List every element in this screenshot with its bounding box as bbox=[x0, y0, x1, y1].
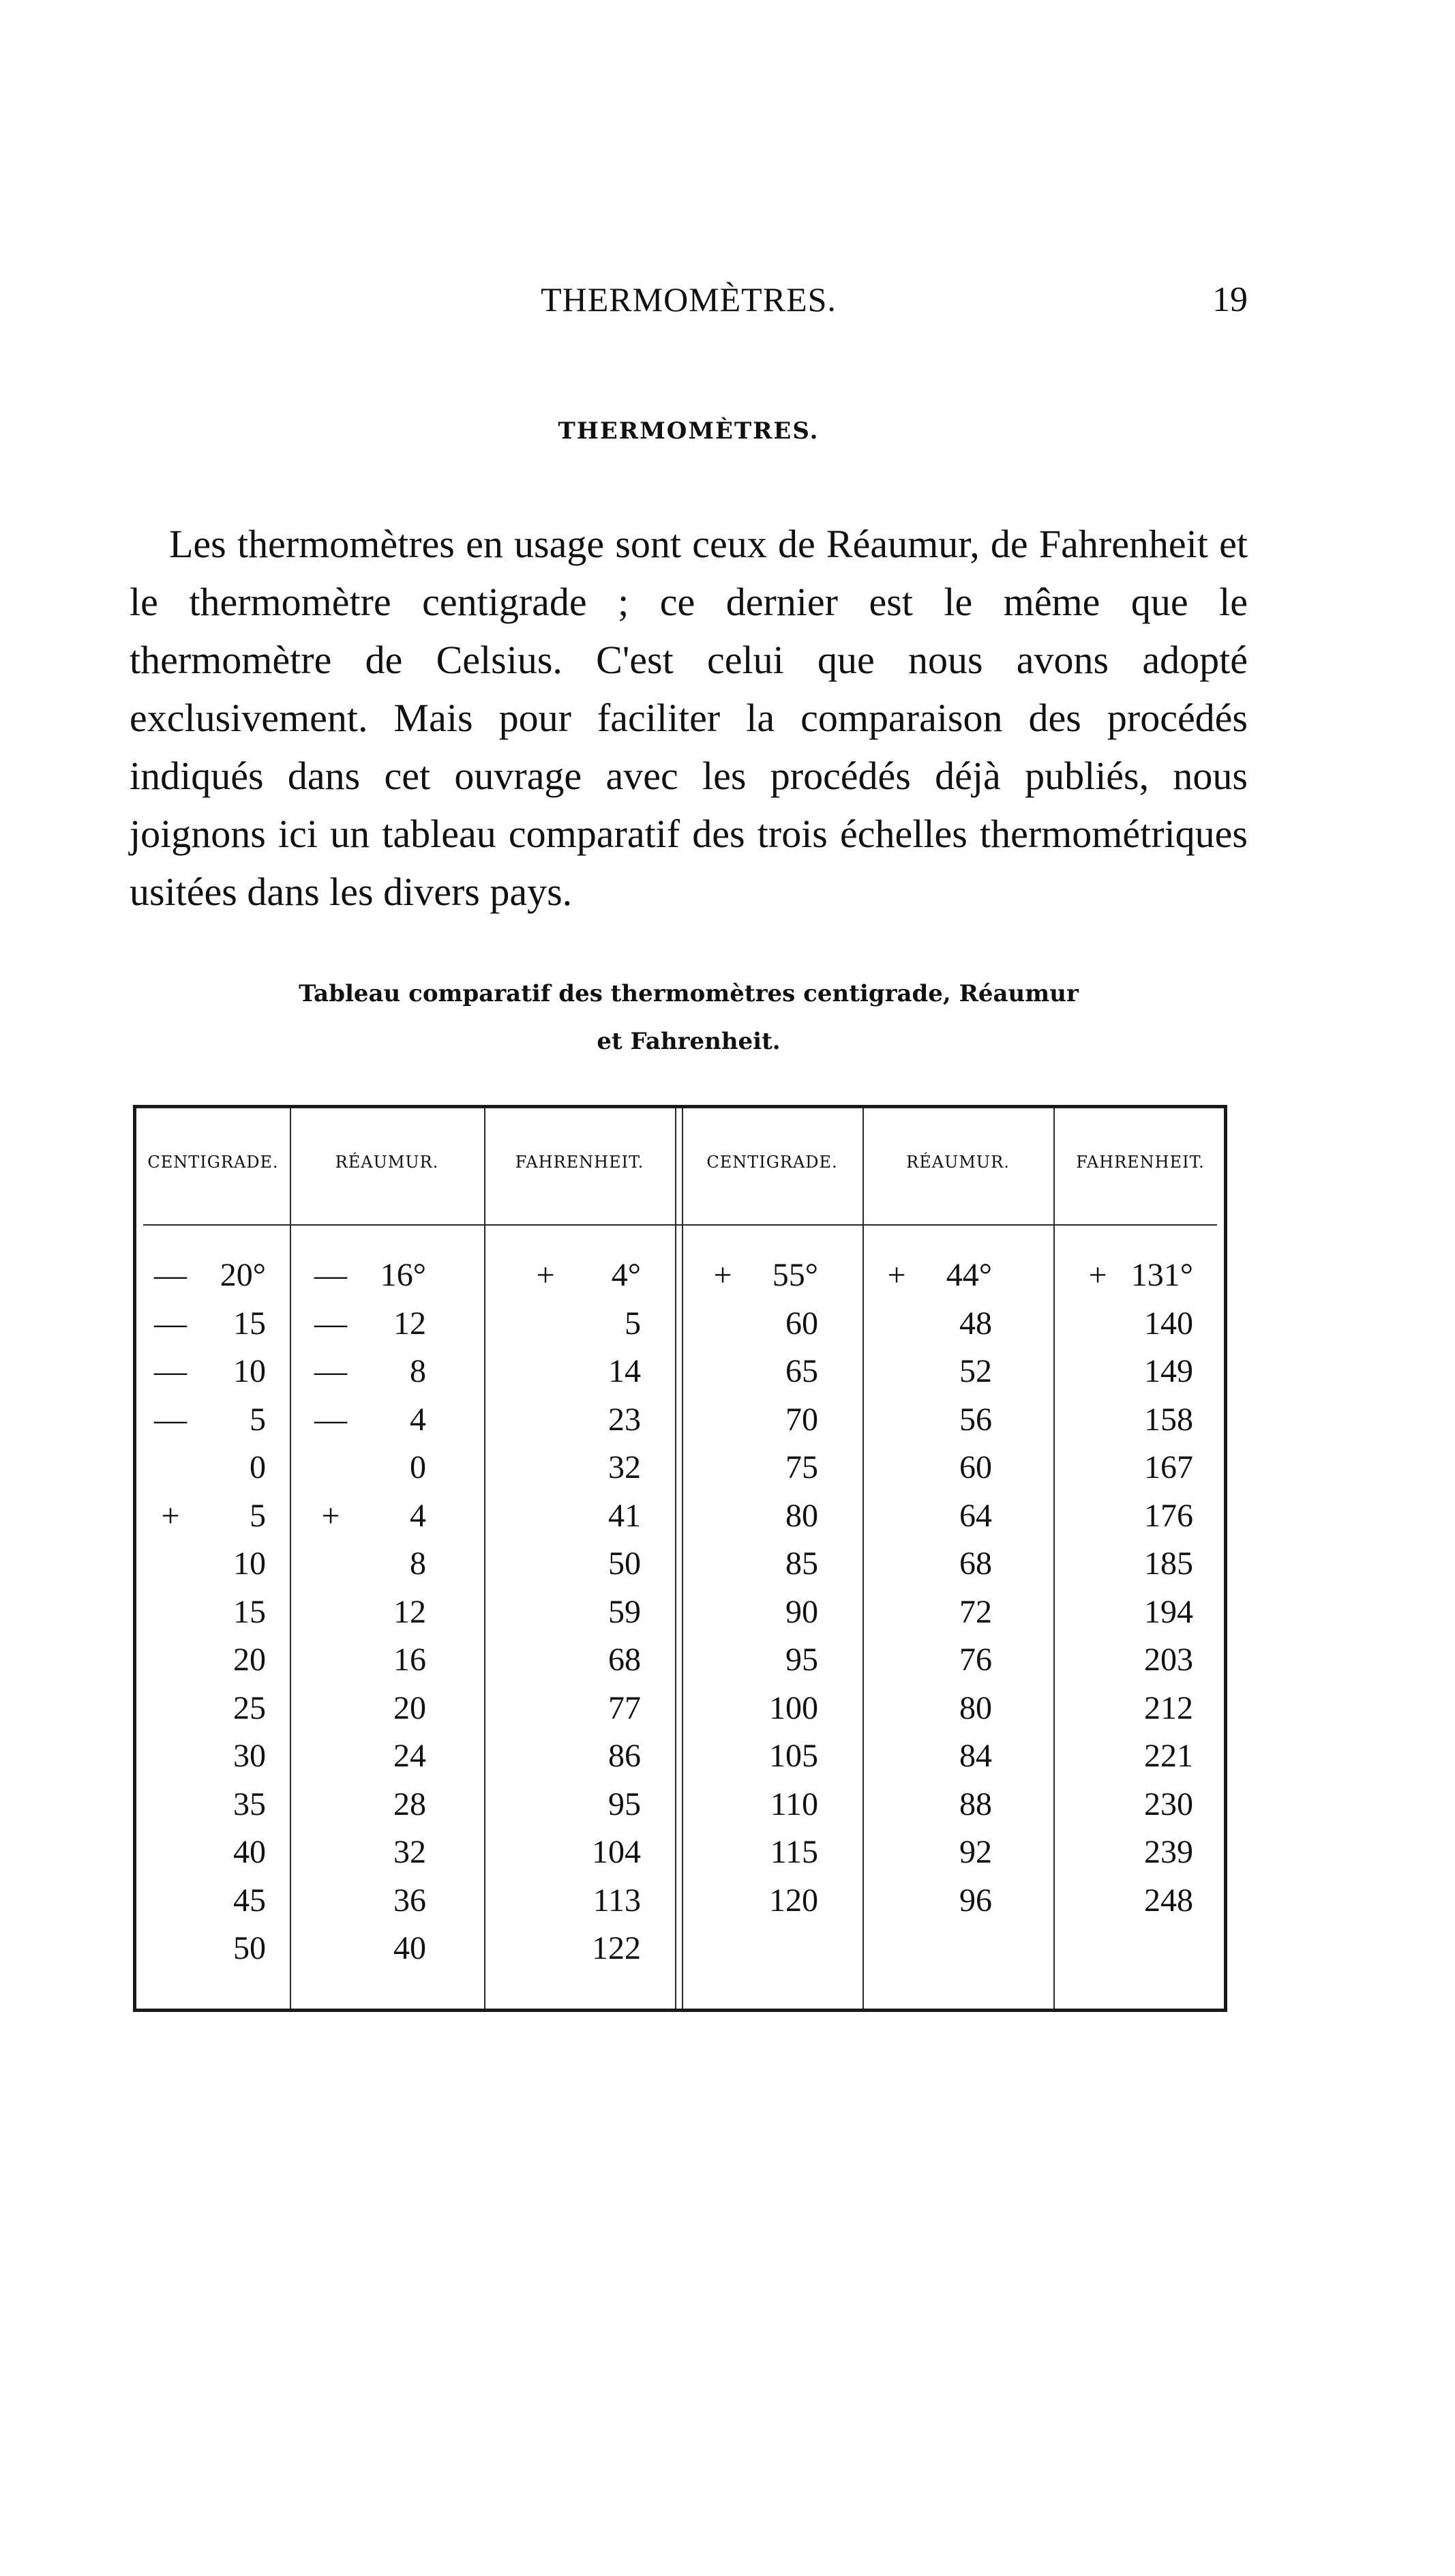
table-cell bbox=[310, 1300, 426, 1348]
table-cell bbox=[310, 1781, 426, 1829]
column-header-centigrade-1: CENTIGRADE. bbox=[147, 1153, 279, 1172]
table-cell bbox=[150, 1829, 266, 1877]
table-cell bbox=[150, 1444, 266, 1492]
table-cell bbox=[876, 1300, 992, 1348]
cell-value: 41 bbox=[608, 1497, 641, 1534]
table-cell bbox=[150, 1252, 266, 1300]
cell-value: 8 bbox=[410, 1353, 426, 1389]
table-cell bbox=[525, 1636, 641, 1685]
body-paragraph: Les thermomètres en usage sont ceux de Réaumur, de Fahrenheit et le thermomètre centigrade ; ce dernier est le même que le thermomètre de Celsius. C'est celui que nous avons adopté exclusivement. Mais pour faciliter la comparaison des procédés indiqués dans cet ouvrage avec les procédés déjà publiés, nous joignons ici un tableau comparatif des trois échelles thermométriques usitées dans les divers pays. bbox=[130, 522, 1248, 914]
table-cell bbox=[150, 1300, 266, 1348]
table-cell bbox=[702, 1781, 818, 1829]
cell-value: 149 bbox=[1144, 1353, 1193, 1389]
cell-value: 122 bbox=[592, 1930, 641, 1966]
table-cell bbox=[1077, 1492, 1193, 1541]
table-cell bbox=[876, 1252, 992, 1300]
cell-value: 25 bbox=[233, 1689, 266, 1726]
table-cell bbox=[1077, 1636, 1193, 1685]
table-cell bbox=[702, 1540, 818, 1588]
cell-value: 55° bbox=[772, 1257, 818, 1293]
cell-value: 212 bbox=[1144, 1689, 1193, 1726]
cell-sign: — bbox=[154, 1305, 187, 1342]
table-cell bbox=[1077, 1348, 1193, 1396]
cell-value: 5 bbox=[250, 1497, 266, 1534]
table-cell bbox=[310, 1540, 426, 1588]
cell-value: 72 bbox=[959, 1593, 992, 1630]
cell-sign: — bbox=[154, 1257, 187, 1293]
cell-value: 52 bbox=[959, 1353, 992, 1389]
table-cell bbox=[1077, 1781, 1193, 1829]
cell-sign: — bbox=[154, 1401, 187, 1438]
cell-value: 20 bbox=[233, 1642, 266, 1678]
cell-value: 50 bbox=[608, 1545, 641, 1582]
cell-value: 76 bbox=[959, 1642, 992, 1678]
table-cell bbox=[1077, 1300, 1193, 1348]
cell-value: 59 bbox=[608, 1593, 641, 1630]
cell-value: 86 bbox=[608, 1738, 641, 1774]
table-cell bbox=[702, 1444, 818, 1492]
table-cell bbox=[150, 1540, 266, 1588]
cell-value: 15 bbox=[233, 1305, 266, 1342]
table-cell bbox=[525, 1252, 641, 1300]
table-cell bbox=[1077, 1877, 1193, 1925]
table-cell bbox=[525, 1732, 641, 1781]
cell-value: 60 bbox=[785, 1305, 818, 1342]
table-cell bbox=[310, 1588, 426, 1637]
table-cell bbox=[525, 1540, 641, 1588]
cell-value: 32 bbox=[393, 1834, 426, 1870]
table-cell bbox=[525, 1492, 641, 1541]
table-cell bbox=[525, 1396, 641, 1445]
column-centigrade-1 bbox=[150, 1252, 266, 1973]
table-cell bbox=[310, 1348, 426, 1396]
column-separator bbox=[862, 1108, 864, 2009]
table-cell bbox=[702, 1732, 818, 1781]
table-cell bbox=[525, 1829, 641, 1877]
cell-value: 88 bbox=[959, 1786, 992, 1822]
table-cell bbox=[150, 1636, 266, 1685]
cell-value: 32 bbox=[608, 1449, 641, 1485]
table-cell bbox=[1077, 1685, 1193, 1733]
table-cell bbox=[702, 1252, 818, 1300]
cell-sign: — bbox=[314, 1257, 347, 1293]
cell-value: 113 bbox=[592, 1882, 641, 1919]
cell-value: 16 bbox=[393, 1642, 426, 1678]
table-cell bbox=[876, 1348, 992, 1396]
table-cell bbox=[150, 1925, 266, 1973]
table-cell bbox=[150, 1588, 266, 1637]
column-separator bbox=[484, 1108, 485, 2009]
cell-value: 230 bbox=[1144, 1786, 1193, 1822]
table-cell bbox=[150, 1732, 266, 1781]
table-cell bbox=[1077, 1829, 1193, 1877]
cell-value: 5 bbox=[250, 1401, 266, 1438]
cell-value: 4° bbox=[611, 1257, 641, 1293]
cell-value: 96 bbox=[959, 1882, 992, 1919]
table-cell bbox=[702, 1492, 818, 1541]
cell-value: 100 bbox=[769, 1689, 818, 1726]
cell-value: 64 bbox=[959, 1497, 992, 1534]
column-header-centigrade-2: CENTIGRADE. bbox=[706, 1153, 838, 1172]
cell-value: 70 bbox=[785, 1401, 818, 1438]
table-cell bbox=[525, 1925, 641, 1973]
table-cell bbox=[876, 1540, 992, 1588]
table-cell bbox=[150, 1396, 266, 1445]
table-cell bbox=[702, 1636, 818, 1685]
table-cell bbox=[525, 1685, 641, 1733]
table-cell bbox=[310, 1877, 426, 1925]
column-reaumur-1 bbox=[310, 1252, 426, 1973]
cell-value: 84 bbox=[959, 1738, 992, 1774]
cell-value: 56 bbox=[959, 1401, 992, 1438]
cell-value: 14 bbox=[608, 1353, 641, 1389]
table-cell bbox=[876, 1685, 992, 1733]
table-cell bbox=[310, 1492, 426, 1541]
cell-value: 80 bbox=[785, 1497, 818, 1534]
cell-value: 75 bbox=[785, 1449, 818, 1485]
cell-value: 0 bbox=[250, 1449, 266, 1485]
table-cell bbox=[525, 1781, 641, 1829]
column-separator bbox=[290, 1108, 291, 2009]
table-cell bbox=[310, 1685, 426, 1733]
table-cell bbox=[150, 1348, 266, 1396]
column-fahrenheit-1 bbox=[525, 1252, 641, 1973]
cell-value: 68 bbox=[608, 1642, 641, 1678]
cell-value: 239 bbox=[1144, 1834, 1193, 1870]
header-rule bbox=[143, 1224, 1217, 1226]
table-cell bbox=[310, 1444, 426, 1492]
cell-value: 203 bbox=[1144, 1642, 1193, 1678]
cell-value: 40 bbox=[233, 1834, 266, 1870]
table-cell bbox=[876, 1829, 992, 1877]
cell-value: 248 bbox=[1144, 1882, 1193, 1919]
cell-sign: — bbox=[314, 1353, 347, 1389]
cell-value: 12 bbox=[393, 1305, 426, 1342]
cell-value: 120 bbox=[769, 1882, 818, 1919]
table-cell bbox=[310, 1732, 426, 1781]
table-cell bbox=[702, 1588, 818, 1637]
column-separator bbox=[1053, 1108, 1055, 2009]
table-cell bbox=[702, 1396, 818, 1445]
table-cell bbox=[1077, 1588, 1193, 1637]
section-title: THERMOMÈTRES. bbox=[558, 417, 820, 445]
table-cell bbox=[876, 1588, 992, 1637]
table-cell bbox=[525, 1300, 641, 1348]
table-cell bbox=[876, 1444, 992, 1492]
cell-value: 65 bbox=[785, 1353, 818, 1389]
cell-value: 105 bbox=[769, 1738, 818, 1774]
cell-sign: + bbox=[161, 1497, 180, 1534]
column-header-reaumur-2: RÉAUMUR. bbox=[906, 1153, 1010, 1172]
cell-value: 77 bbox=[608, 1689, 641, 1726]
table-cell bbox=[702, 1300, 818, 1348]
table-cell bbox=[525, 1877, 641, 1925]
cell-value: 80 bbox=[959, 1689, 992, 1726]
cell-value: 8 bbox=[410, 1545, 426, 1582]
running-title: THERMOMÈTRES. bbox=[541, 280, 837, 319]
comparison-table bbox=[133, 1105, 1227, 2012]
cell-value: 20° bbox=[220, 1257, 266, 1293]
cell-value: 185 bbox=[1144, 1545, 1193, 1582]
table-cell bbox=[876, 1732, 992, 1781]
cell-sign: — bbox=[314, 1401, 347, 1438]
table-caption bbox=[130, 970, 1248, 1065]
cell-value: 95 bbox=[608, 1786, 641, 1822]
table-cell bbox=[310, 1396, 426, 1445]
table-cell bbox=[876, 1492, 992, 1541]
table-middle-double-rule bbox=[675, 1108, 683, 2009]
column-reaumur-2 bbox=[876, 1252, 992, 1925]
table-cell bbox=[1077, 1444, 1193, 1492]
cell-value: 0 bbox=[410, 1449, 426, 1485]
table-cell bbox=[310, 1829, 426, 1877]
column-centigrade-2 bbox=[702, 1252, 818, 1925]
column-fahrenheit-2 bbox=[1077, 1252, 1193, 1925]
table-cell bbox=[310, 1925, 426, 1973]
column-header-fahrenheit-1: FAHRENHEIT. bbox=[515, 1153, 644, 1172]
cell-value: 23 bbox=[608, 1401, 641, 1438]
table-cell bbox=[876, 1781, 992, 1829]
table-cell bbox=[876, 1636, 992, 1685]
cell-value: 92 bbox=[959, 1834, 992, 1870]
cell-sign: + bbox=[1088, 1257, 1107, 1293]
cell-value: 10 bbox=[233, 1353, 266, 1389]
cell-value: 95 bbox=[785, 1642, 818, 1678]
cell-value: 4 bbox=[410, 1401, 426, 1438]
cell-value: 15 bbox=[233, 1593, 266, 1630]
cell-sign: + bbox=[536, 1257, 555, 1293]
table-cell bbox=[1077, 1540, 1193, 1588]
table-cell bbox=[310, 1636, 426, 1685]
cell-value: 50 bbox=[233, 1930, 266, 1966]
table-cell bbox=[1077, 1252, 1193, 1300]
cell-value: 48 bbox=[959, 1305, 992, 1342]
table-cell bbox=[310, 1252, 426, 1300]
cell-value: 44° bbox=[946, 1257, 992, 1293]
cell-value: 60 bbox=[959, 1449, 992, 1485]
cell-value: 24 bbox=[393, 1738, 426, 1774]
table-cell bbox=[150, 1685, 266, 1733]
cell-value: 115 bbox=[770, 1834, 818, 1870]
cell-value: 194 bbox=[1144, 1593, 1193, 1630]
cell-sign: — bbox=[154, 1353, 187, 1389]
cell-value: 90 bbox=[785, 1593, 818, 1630]
cell-value: 176 bbox=[1144, 1497, 1193, 1534]
cell-value: 221 bbox=[1144, 1738, 1193, 1774]
cell-sign: + bbox=[713, 1257, 732, 1293]
table-caption-line-1: Tableau comparatif des thermomètres centigrade, Réaumur bbox=[299, 980, 1079, 1007]
table-cell bbox=[702, 1877, 818, 1925]
cell-value: 28 bbox=[393, 1786, 426, 1822]
table-cell bbox=[876, 1396, 992, 1445]
table-cell bbox=[150, 1877, 266, 1925]
cell-sign: + bbox=[321, 1497, 340, 1534]
table-cell bbox=[702, 1348, 818, 1396]
cell-value: 4 bbox=[410, 1497, 426, 1534]
cell-value: 35 bbox=[233, 1786, 266, 1822]
cell-value: 40 bbox=[393, 1930, 426, 1966]
table-caption-line-2: et Fahrenheit. bbox=[597, 1028, 781, 1055]
cell-value: 30 bbox=[233, 1738, 266, 1774]
cell-value: 5 bbox=[625, 1305, 641, 1342]
running-head bbox=[130, 280, 1248, 327]
column-header-fahrenheit-2: FAHRENHEIT. bbox=[1076, 1153, 1205, 1172]
cell-value: 131° bbox=[1130, 1257, 1193, 1293]
page-number: 19 bbox=[1212, 280, 1248, 319]
cell-value: 158 bbox=[1144, 1401, 1193, 1438]
table-cell bbox=[702, 1829, 818, 1877]
table-cell bbox=[1077, 1732, 1193, 1781]
cell-value: 110 bbox=[770, 1786, 818, 1822]
cell-value: 104 bbox=[592, 1834, 641, 1870]
cell-sign: + bbox=[887, 1257, 906, 1293]
table-cell bbox=[150, 1492, 266, 1541]
table-cell bbox=[876, 1877, 992, 1925]
table-cell bbox=[525, 1348, 641, 1396]
cell-value: 10 bbox=[233, 1545, 266, 1582]
table-cell bbox=[1077, 1396, 1193, 1445]
cell-value: 167 bbox=[1144, 1449, 1193, 1485]
table-cell bbox=[150, 1781, 266, 1829]
column-header-reaumur-1: RÉAUMUR. bbox=[335, 1153, 439, 1172]
table-cell bbox=[525, 1588, 641, 1637]
cell-value: 36 bbox=[393, 1882, 426, 1919]
cell-value: 12 bbox=[393, 1593, 426, 1630]
cell-value: 140 bbox=[1144, 1305, 1193, 1342]
cell-value: 16° bbox=[380, 1257, 426, 1293]
cell-value: 45 bbox=[233, 1882, 266, 1919]
cell-sign: — bbox=[314, 1305, 347, 1342]
cell-value: 68 bbox=[959, 1545, 992, 1582]
cell-value: 85 bbox=[785, 1545, 818, 1582]
table-cell bbox=[702, 1685, 818, 1733]
cell-value: 20 bbox=[393, 1689, 426, 1726]
table-cell bbox=[525, 1444, 641, 1492]
